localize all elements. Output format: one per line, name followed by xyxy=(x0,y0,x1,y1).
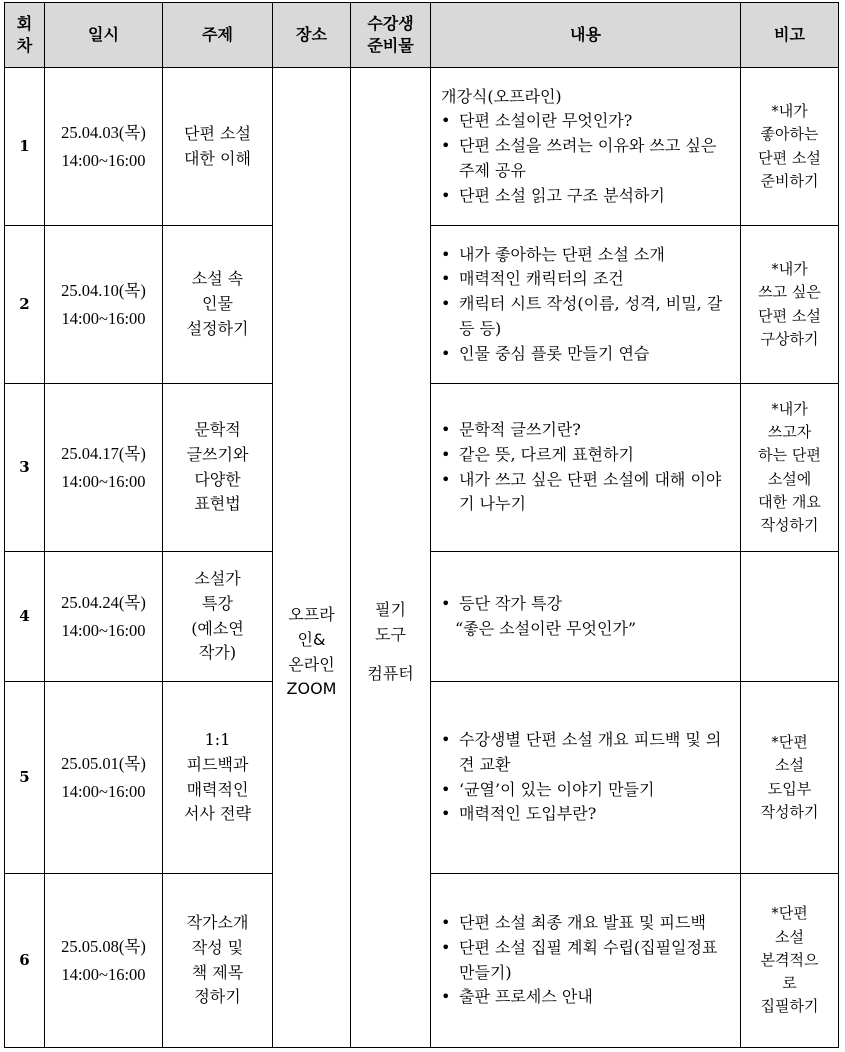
header-topic: 주제 xyxy=(163,3,273,68)
content-bullet xyxy=(441,292,732,342)
topic-line: 서사 전략 xyxy=(184,804,251,824)
note-line: 본격적으 xyxy=(760,950,819,969)
bullet-text: 단편 소설을 쓰려는 이유와 쓰고 싶은 주제 공유 xyxy=(459,136,717,180)
session-time: 14:00~16:00 xyxy=(61,781,146,801)
topic-line: 작성 및 xyxy=(191,937,244,957)
bullet-text: 캐릭터 시트 작성(이름, 성격, 비밀, 갈등 등) xyxy=(459,294,723,338)
header-session-line2: 차 xyxy=(16,36,33,55)
bullet-text: 단편 소설 최종 개요 발표 및 피드백 xyxy=(459,912,706,932)
topic-line: 다양한 xyxy=(194,469,241,489)
topic-line: 표현법 xyxy=(194,494,241,514)
header-content: 내용 xyxy=(431,3,741,68)
session-note xyxy=(741,552,839,682)
content-bullet xyxy=(441,184,732,209)
session-content xyxy=(431,384,741,552)
bullet-marker: • xyxy=(441,729,451,749)
session-number: 3 xyxy=(5,384,45,552)
materials-line: 컴퓨터 xyxy=(367,663,414,683)
session-number: 4 xyxy=(5,552,45,682)
materials-line: 도구 xyxy=(375,625,406,645)
topic-line: 인물 xyxy=(202,294,233,314)
session-note xyxy=(741,682,839,874)
topic-line: 매력적인 xyxy=(186,779,249,799)
header-note: 비고 xyxy=(741,3,839,68)
topic-line: 작가) xyxy=(198,643,237,663)
session-content xyxy=(431,68,741,226)
bullet-marker: • xyxy=(441,111,451,131)
session-time: 14:00~16:00 xyxy=(61,150,146,170)
bullet-marker: • xyxy=(441,469,451,489)
table-row xyxy=(5,68,839,226)
topic-line: (예소연 xyxy=(191,618,244,638)
content-bullet xyxy=(441,778,732,803)
session-date: 25.04.24(목) xyxy=(61,593,146,613)
session-datetime xyxy=(45,68,163,226)
session-content xyxy=(431,552,741,682)
content-bullet xyxy=(441,243,732,268)
bullet-marker: • xyxy=(441,779,451,799)
session-number: 5 xyxy=(5,682,45,874)
note-line: 로 xyxy=(782,974,797,993)
content-intro: 개강식(오프라인) xyxy=(441,86,562,106)
topic-line: 대한 이해 xyxy=(184,148,251,168)
note-line: 작성하기 xyxy=(760,802,819,821)
bullet-marker: • xyxy=(441,987,451,1007)
bullet-text: 매력적인 캐릭터의 조건 xyxy=(459,269,624,289)
content-bullet xyxy=(441,443,732,468)
content-bullet xyxy=(441,728,732,778)
session-datetime xyxy=(45,384,163,552)
topic-line: 정하기 xyxy=(194,987,241,1007)
session-note xyxy=(741,384,839,552)
note-line: 준비하기 xyxy=(760,171,819,190)
bullet-text: 매력적인 도입부란? xyxy=(459,804,597,824)
content-bullet xyxy=(441,109,732,134)
session-note xyxy=(741,226,839,384)
bullet-text: 출판 프로세스 안내 xyxy=(459,987,593,1007)
session-note xyxy=(741,68,839,226)
session-topic xyxy=(163,68,273,226)
topic-line: 설정하기 xyxy=(186,318,249,338)
note-line: 소설 xyxy=(775,756,804,775)
bullet-text: 같은 뜻, 다르게 표현하기 xyxy=(459,444,634,464)
topic-line: 특강 xyxy=(202,593,233,613)
bullet-marker: • xyxy=(441,444,451,464)
bullet-marker: • xyxy=(441,912,451,932)
note-line: *단편 xyxy=(771,733,808,751)
bullet-marker: • xyxy=(441,937,451,957)
session-number: 6 xyxy=(5,874,45,1048)
session-time: 14:00~16:00 xyxy=(61,471,146,491)
note-line: 구상하기 xyxy=(760,329,819,348)
session-datetime xyxy=(45,682,163,874)
content-bullet xyxy=(441,911,732,936)
place-line: ZOOM xyxy=(286,679,337,699)
bullet-marker: • xyxy=(441,136,451,156)
content-bullet xyxy=(441,985,732,1010)
place-line: 인& xyxy=(297,629,326,649)
topic-line: 문학적 xyxy=(194,419,241,439)
content-bullet xyxy=(441,342,732,367)
topic-line: 책 제목 xyxy=(191,962,244,982)
bullet-text: 단편 소설 읽고 구조 분석하기 xyxy=(459,185,665,205)
header-materials-line1: 수강생 xyxy=(367,14,414,34)
content-bullet xyxy=(441,802,732,827)
topic-line: 단편 소설 xyxy=(184,123,251,143)
session-date: 25.04.03(목) xyxy=(61,123,146,143)
header-materials-line2: 준비물 xyxy=(367,36,414,55)
session-content xyxy=(431,874,741,1048)
note-line: 대한 개요 xyxy=(758,492,821,511)
bullet-text: 수강생별 단편 소설 개요 피드백 및 의견 교환 xyxy=(459,729,722,774)
note-line: 집필하기 xyxy=(760,997,819,1016)
session-date: 25.04.10(목) xyxy=(61,281,146,301)
note-line: *단편 xyxy=(771,904,808,923)
bullet-text: 인물 중심 플롯 만들기 연습 xyxy=(459,343,650,363)
materials-gap xyxy=(351,648,430,662)
session-number: 2 xyxy=(5,226,45,384)
content-bullet xyxy=(441,936,732,986)
bullet-marker: • xyxy=(441,244,451,264)
note-line: 좋아하는 xyxy=(760,125,819,144)
bullet-marker: • xyxy=(441,419,451,439)
session-date: 25.05.08(목) xyxy=(61,937,146,957)
note-line: 소설 xyxy=(775,927,804,946)
note-line: 쓰고자 xyxy=(767,423,812,441)
note-line: *내가 xyxy=(771,399,808,418)
bullet-marker: • xyxy=(441,343,451,363)
topic-line: 소설 속 xyxy=(191,269,244,289)
note-line: *내가 xyxy=(771,260,808,278)
topic-line: 1:1 xyxy=(204,729,231,749)
note-line: 소설에 xyxy=(767,469,812,488)
bullet-text: 등단 작가 특강 xyxy=(459,593,562,613)
topic-line: 소설가 xyxy=(194,568,241,588)
materials-line: 필기 xyxy=(375,600,406,620)
session-time: 14:00~16:00 xyxy=(61,964,146,984)
topic-line: 피드백과 xyxy=(186,754,249,774)
schedule-table xyxy=(4,2,839,1048)
note-line: *내가 xyxy=(771,102,808,120)
content-bullet xyxy=(441,592,732,617)
session-topic xyxy=(163,682,273,874)
session-note xyxy=(741,874,839,1048)
note-line: 단편 소설 xyxy=(758,148,821,167)
bullet-marker: • xyxy=(441,269,451,289)
schedule-body xyxy=(5,68,839,1048)
session-content xyxy=(431,682,741,874)
session-topic xyxy=(163,552,273,682)
bullet-marker: • xyxy=(441,804,451,824)
session-datetime xyxy=(45,552,163,682)
session-content xyxy=(431,226,741,384)
header-materials xyxy=(351,3,431,68)
content-bullet xyxy=(441,418,732,443)
bullet-text: 단편 소설 집필 계획 수립(집필일정표 만들기) xyxy=(459,937,718,982)
topic-line: 글쓰기와 xyxy=(186,444,249,464)
session-datetime xyxy=(45,226,163,384)
header-datetime: 일시 xyxy=(45,3,163,68)
bullet-text: 내가 쓰고 싶은 단편 소설에 대해 이야기 나누기 xyxy=(459,469,722,514)
session-topic xyxy=(163,384,273,552)
place-cell xyxy=(273,68,351,1048)
content-bullet xyxy=(441,267,732,292)
topic-line: 작가소개 xyxy=(186,912,249,932)
place-line: 오프라 xyxy=(288,604,335,624)
content-quote: “좋은 소설이란 무엇인가” xyxy=(455,618,637,638)
session-date: 25.05.01(목) xyxy=(61,754,146,774)
bullet-text: 문학적 글쓰기란? xyxy=(459,419,581,439)
materials-cell xyxy=(351,68,431,1048)
bullet-marker: • xyxy=(441,593,451,613)
header-row xyxy=(5,3,839,68)
session-number: 1 xyxy=(5,68,45,226)
note-line: 쓰고 싶은 xyxy=(758,283,821,302)
session-datetime xyxy=(45,874,163,1048)
session-topic xyxy=(163,874,273,1048)
bullet-text: ‘균열’이 있는 이야기 만들기 xyxy=(459,779,655,799)
header-place: 장소 xyxy=(273,3,351,68)
bullet-text: 단편 소설이란 무엇인가? xyxy=(459,111,633,131)
session-date: 25.04.17(목) xyxy=(61,444,146,464)
header-session xyxy=(5,3,45,68)
bullet-marker: • xyxy=(441,294,451,314)
note-line: 단편 소설 xyxy=(758,306,821,325)
place-line: 온라인 xyxy=(288,654,335,674)
note-line: 하는 단편 xyxy=(758,446,821,465)
session-topic xyxy=(163,226,273,384)
bullet-marker: • xyxy=(441,185,451,205)
bullet-text: 내가 좋아하는 단편 소설 소개 xyxy=(459,244,665,264)
note-line: 도입부 xyxy=(767,779,812,798)
content-bullet xyxy=(441,134,732,184)
header-session-line1: 회 xyxy=(16,14,33,34)
note-line: 작성하기 xyxy=(760,516,819,534)
session-time: 14:00~16:00 xyxy=(61,620,146,640)
session-time: 14:00~16:00 xyxy=(61,308,146,328)
content-bullet xyxy=(441,468,732,518)
